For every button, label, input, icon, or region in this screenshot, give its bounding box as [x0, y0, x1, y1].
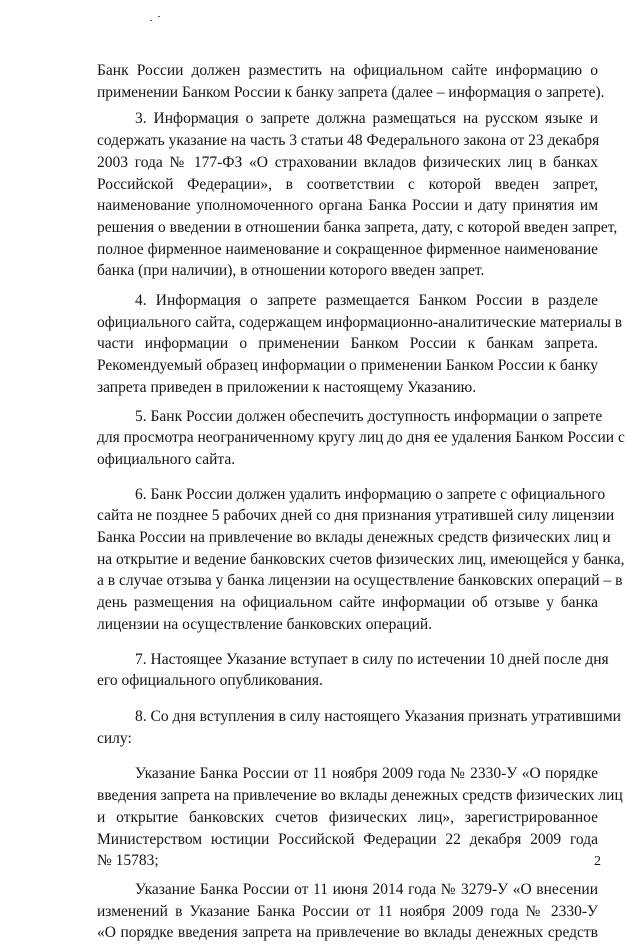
- text-line: Указание Банка России от 11 июня 2014 года № 3279-У «О внесении: [135, 880, 598, 898]
- text-line: применении Банком России к банку запрета (далее – информация о запрете).: [97, 83, 605, 101]
- scan-artifact: [150, 20, 152, 21]
- text-line: 5. Банк России должен обеспечить доступность информации о запрете: [135, 407, 603, 425]
- text-line: его официального опубликования.: [97, 672, 323, 690]
- text-line: Банк России должен разместить на официальном сайте информацию о: [97, 62, 598, 79]
- text-line: № 15783;: [97, 852, 159, 870]
- repealed-act-1: [97, 763, 623, 872]
- text-line: части информации о применении Банком России к банкам запрета.: [97, 335, 598, 353]
- text-line: изменений в Указание Банка России от 11 ноября 2009 года № 2330-У: [97, 902, 598, 920]
- text-line: запрета приведен в приложении к настоящему Указанию.: [97, 378, 477, 396]
- text-line: 7. Настоящее Указание вступает в силу по истечении 10 дней после дня: [135, 650, 609, 668]
- text-line: наименование уполномоченного органа Банка России и дату принятия им: [97, 197, 598, 215]
- paragraph-5: [97, 406, 625, 471]
- paragraph-intro: [97, 60, 605, 103]
- text-line: решения о введении в отношении банка запрета, дату, с которой введен запрет,: [97, 218, 618, 236]
- text-line: 6. Банк России должен удалить информацию о запрете с официального: [135, 485, 606, 503]
- text-line: «О порядке введения запрета на привлечение во вклады денежных средств: [97, 924, 598, 942]
- document-body: [97, 60, 625, 944]
- repealed-act-2: [97, 879, 598, 944]
- text-line: силу:: [97, 729, 132, 747]
- text-line: содержать указание на часть 3 статьи 48 Федерального закона от 23 декабря: [97, 132, 600, 150]
- text-line: на открытие и ведение банковских счетов физических лиц, имеющейся у банка,: [97, 550, 625, 568]
- text-line: Рекомендуемый образец информации о применении Банком России к банку: [97, 357, 598, 375]
- text-line: официального сайта, содержащем информационно-аналитические материалы в: [97, 313, 623, 331]
- text-line: официального сайта.: [97, 450, 236, 468]
- text-line: день размещения на официальном сайте информации об отзыве у банка: [97, 594, 598, 612]
- text-line: лицензии на осуществление банковских операций.: [97, 615, 433, 633]
- text-line: сайта не позднее 5 рабочих дней со дня признания утратившей силу лицензии: [97, 507, 615, 525]
- scan-artifact: [158, 16, 160, 17]
- text-line: Министерством юстиции Российской Федерации 22 декабря 2009 года: [97, 830, 598, 848]
- paragraph-8: [97, 706, 621, 749]
- text-line: а в случае отзыва у банка лицензии на осуществление банковских операций – в: [97, 572, 623, 590]
- text-line: 2003 года № 177-ФЗ «О страховании вкладов физических лиц в банках: [97, 153, 598, 171]
- paragraph-7: [97, 649, 609, 692]
- text-line: введения запрета на привлечение во вклады денежных средств физических лиц: [97, 787, 623, 805]
- text-line: и открытие банковских счетов физических лиц», зарегистрированное: [97, 808, 598, 826]
- page-number: 2: [594, 854, 601, 869]
- text-line: 8. Со дня вступления в силу настоящего Указания признать утратившими: [135, 707, 621, 725]
- paragraph-6: [97, 484, 625, 636]
- text-line: 4. Информация о запрете размещается Банком России в разделе: [135, 292, 598, 310]
- text-line: для просмотра неограниченному кругу лиц до дня ее удаления Банком России с: [97, 429, 625, 447]
- text-line: 3. Информация о запрете должна размещаться на русском языке и: [135, 110, 598, 128]
- paragraph-4: [97, 290, 623, 399]
- text-line: Банка России на привлечение во вклады денежных средств физических лиц и: [97, 529, 611, 547]
- text-line: банка (при наличии), в отношении которого введен запрет.: [97, 262, 485, 280]
- paragraph-3: [97, 108, 618, 282]
- text-line: Российской Федерации», в соответствии с которой введен запрет,: [97, 175, 598, 193]
- text-line: полное фирменное наименование и сокращенное фирменное наименование: [97, 240, 598, 258]
- text-line: Указание Банка России от 11 ноября 2009 года № 2330-У «О порядке: [135, 765, 598, 783]
